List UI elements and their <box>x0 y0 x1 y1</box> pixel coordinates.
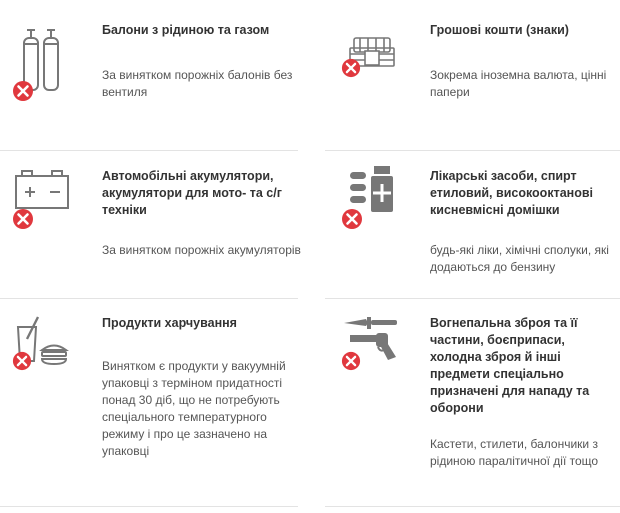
row-divider <box>325 506 620 507</box>
item-description: За винятком порожніх балонів без вентиля <box>102 68 293 99</box>
row-divider <box>0 150 298 151</box>
medicine-bottles-icon <box>340 164 402 248</box>
item-description: За винятком порожніх акумуляторів <box>102 243 301 257</box>
item-title: Грошові кошти (знаки) <box>430 23 569 37</box>
row-divider <box>325 150 620 151</box>
item-description: будь-які ліки, хімічні сполуки, які додаються до бензину <box>430 243 609 274</box>
gas-cylinders-icon <box>10 18 72 102</box>
prohibited-item-weapons <box>325 299 620 506</box>
prohibited-icon <box>12 351 32 371</box>
prohibited-icon <box>341 58 361 78</box>
prohibited-item-batteries <box>0 152 318 298</box>
prohibited-item-food <box>0 299 318 506</box>
item-title: Продукти харчування <box>102 316 237 330</box>
item-description: Винятком є продукти у вакуумній упаковці з терміном придатності понад 30 діб, що не потребують спеціального температурного режиму і про це зазначено на упаковці <box>102 359 286 458</box>
row-divider <box>0 506 298 507</box>
weapons-icon <box>340 311 402 395</box>
item-description: Зокрема іноземна валюта, цінні папери <box>430 68 607 99</box>
money-banknotes-icon <box>340 18 402 102</box>
car-battery-icon <box>10 162 72 246</box>
prohibited-row-3 <box>0 299 620 506</box>
prohibited-row-2 <box>0 152 620 298</box>
prohibited-item-money <box>325 0 620 150</box>
item-title: Автомобільні акумулятори, акумулятори для мото- та с/г техніки <box>102 169 282 217</box>
prohibited-item-cylinders <box>0 0 318 150</box>
item-title: Балони з рідиною та газом <box>102 23 270 37</box>
prohibited-icon <box>12 80 34 102</box>
item-description: Кастети, стилети, балончики з рідиною паралітичної дії тощо <box>430 437 599 468</box>
prohibited-icon <box>341 351 361 371</box>
item-title: Вогнепальна зброя та її частини, боєприпаси, холодна зброя й інші предмети спеціально призначені для нападу та оборони <box>430 316 590 415</box>
prohibited-icon <box>12 208 34 230</box>
item-title: Лікарські засоби, спирт етиловий, високооктанові кисневмісні домішки <box>430 169 593 217</box>
food-drink-icon <box>10 315 72 399</box>
prohibited-icon <box>341 208 363 230</box>
prohibited-row-1 <box>0 0 620 150</box>
prohibited-item-medicine <box>325 152 620 298</box>
